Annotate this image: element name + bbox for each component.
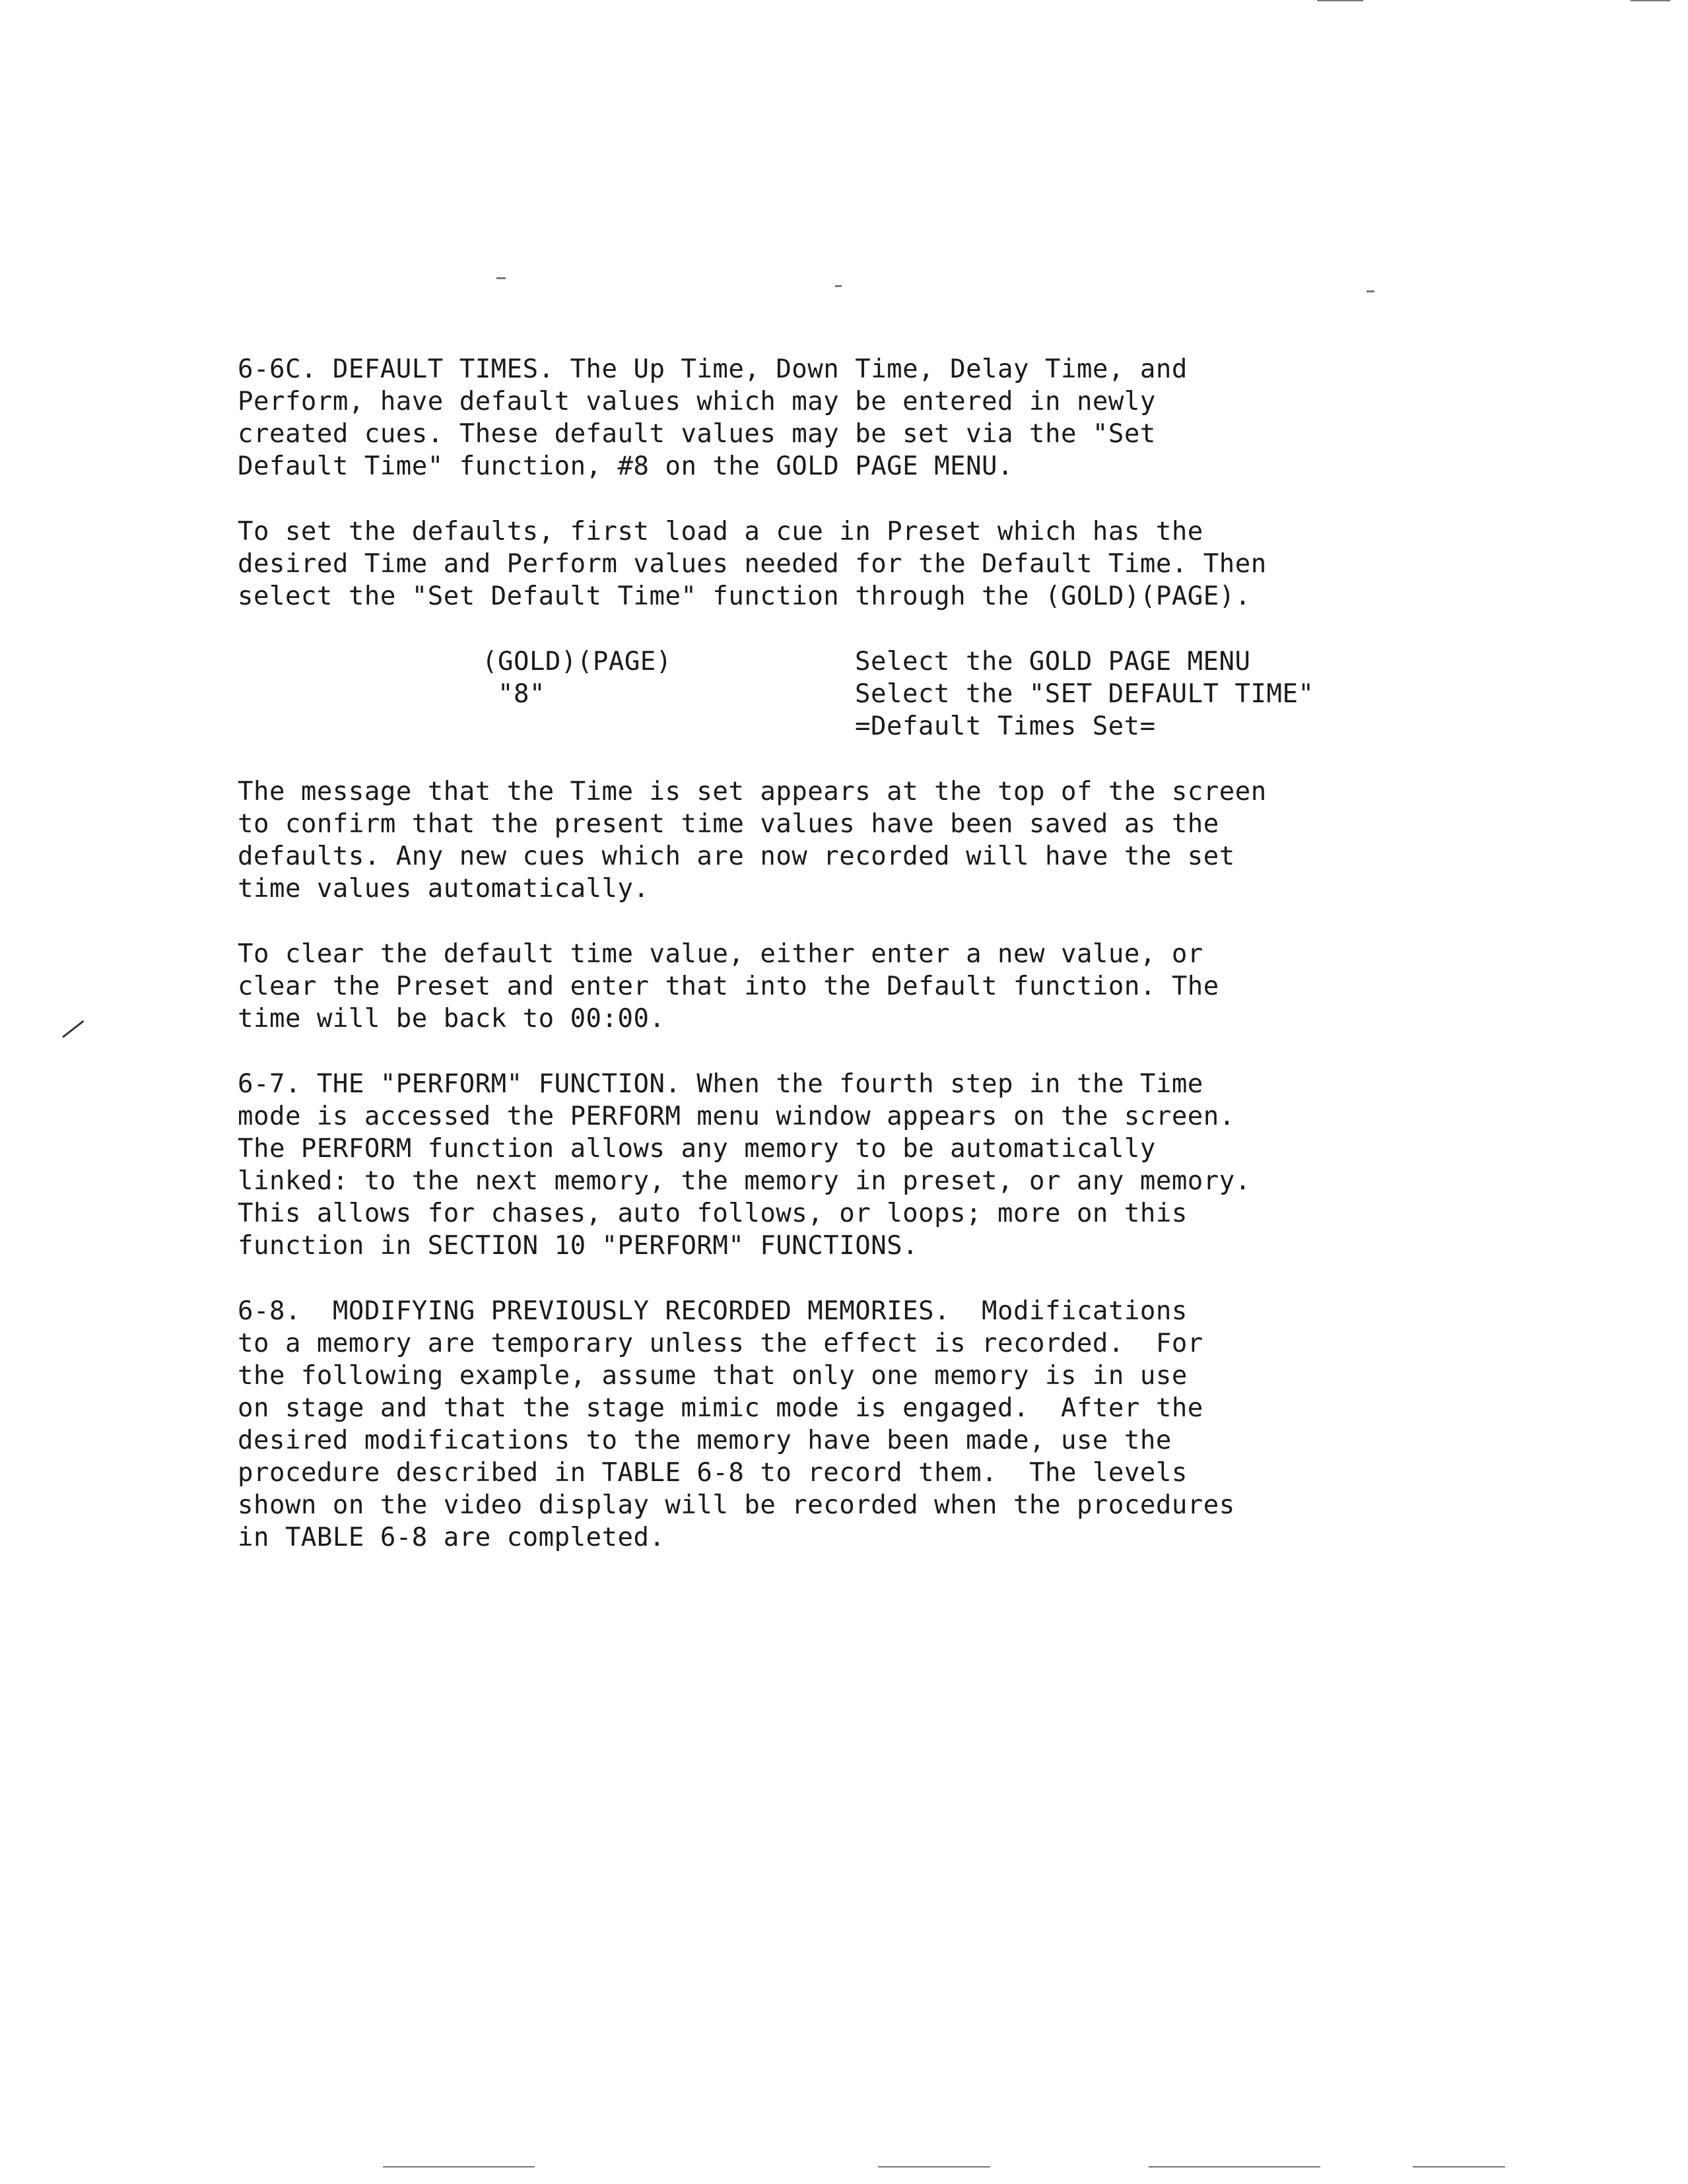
text-line: shown on the video display will be recorded when the procedures bbox=[238, 1490, 1235, 1520]
text-line: time will be back to 00:00. bbox=[238, 1004, 665, 1034]
text-line: 6-8. MODIFYING PREVIOUSLY RECORDED MEMORIES. Modifications bbox=[238, 1296, 1188, 1326]
text-line: This allows for chases, auto follows, or loops; more on this bbox=[238, 1199, 1188, 1228]
text-line: procedure described in TABLE 6-8 to record them. The levels bbox=[238, 1458, 1188, 1488]
text-line: defaults. Any new cues which are now recorded will have the set bbox=[238, 842, 1235, 871]
text-line: to a memory are temporary unless the effect is recorded. For bbox=[238, 1329, 1203, 1358]
key-press: "8" bbox=[482, 679, 545, 709]
paragraph-6-6c bbox=[238, 353, 1571, 482]
scan-speck bbox=[1149, 2166, 1320, 2167]
key-action: Select the "SET DEFAULT TIME" bbox=[855, 679, 1314, 709]
scan-speck bbox=[878, 2166, 990, 2167]
scan-speck bbox=[1413, 2166, 1505, 2167]
text-line: The message that the Time is set appears at the top of the screen bbox=[238, 777, 1267, 807]
key-action: =Default Times Set= bbox=[855, 711, 1156, 741]
scan-speck bbox=[1317, 0, 1363, 1]
text-line: mode is accessed the PERFORM menu window appears on the screen. bbox=[238, 1102, 1235, 1131]
text-line: in TABLE 6-8 are completed. bbox=[238, 1523, 665, 1552]
text-line: The PERFORM function allows any memory to be automatically bbox=[238, 1134, 1156, 1164]
key-action: Select the GOLD PAGE MENU bbox=[855, 647, 1251, 677]
paragraph-6-8 bbox=[238, 1295, 1571, 1554]
paragraph-set-defaults bbox=[238, 515, 1571, 612]
key-sequence-table bbox=[238, 645, 1571, 743]
text-line: the following example, assume that only one memory is in use bbox=[238, 1361, 1188, 1391]
text-line: created cues. These default values may be set via the "Set bbox=[238, 419, 1156, 449]
text-line: time values automatically. bbox=[238, 874, 650, 904]
scan-speck bbox=[496, 277, 506, 279]
text-line: Perform, have default values which may be entered in newly bbox=[238, 387, 1156, 416]
key-press: (GOLD)(PAGE) bbox=[482, 647, 672, 677]
key-row bbox=[238, 678, 1571, 710]
text-line: clear the Preset and enter that into the Default function. The bbox=[238, 972, 1219, 1001]
text-line: Default Time" function, #8 on the GOLD PAGE MENU. bbox=[238, 451, 1014, 481]
key-row bbox=[238, 710, 1571, 743]
scan-speck bbox=[1367, 290, 1374, 292]
text-line: 6-6C. DEFAULT TIMES. The Up Time, Down Time, Delay Time, and bbox=[238, 354, 1188, 384]
text-line: desired modifications to the memory have been made, use the bbox=[238, 1426, 1172, 1455]
paragraph-6-7 bbox=[238, 1068, 1571, 1262]
text-line: To clear the default time value, either enter a new value, or bbox=[238, 939, 1203, 969]
text-line: on stage and that the stage mimic mode is engaged. After the bbox=[238, 1393, 1203, 1423]
text-line: 6-7. THE "PERFORM" FUNCTION. When the fourth step in the Time bbox=[238, 1069, 1203, 1099]
text-line: select the "Set Default Time" function through the (GOLD)(PAGE). bbox=[238, 581, 1251, 611]
scan-speck bbox=[835, 285, 842, 287]
scan-speck bbox=[383, 2166, 535, 2167]
scan-speck bbox=[1631, 0, 1670, 1]
text-line: desired Time and Perform values needed for the Default Time. Then bbox=[238, 549, 1267, 579]
key-row bbox=[238, 645, 1571, 678]
pen-mark bbox=[62, 1020, 84, 1038]
text-line: function in SECTION 10 "PERFORM" FUNCTIONS. bbox=[238, 1231, 919, 1261]
body-text bbox=[238, 353, 1571, 1587]
text-line: to confirm that the present time values have been saved as the bbox=[238, 809, 1219, 839]
paragraph-message bbox=[238, 776, 1571, 905]
text-line: linked: to the next memory, the memory in preset, or any memory. bbox=[238, 1166, 1251, 1196]
text-line: To set the defaults, first load a cue in Preset which has the bbox=[238, 517, 1203, 546]
paragraph-clear bbox=[238, 938, 1571, 1035]
